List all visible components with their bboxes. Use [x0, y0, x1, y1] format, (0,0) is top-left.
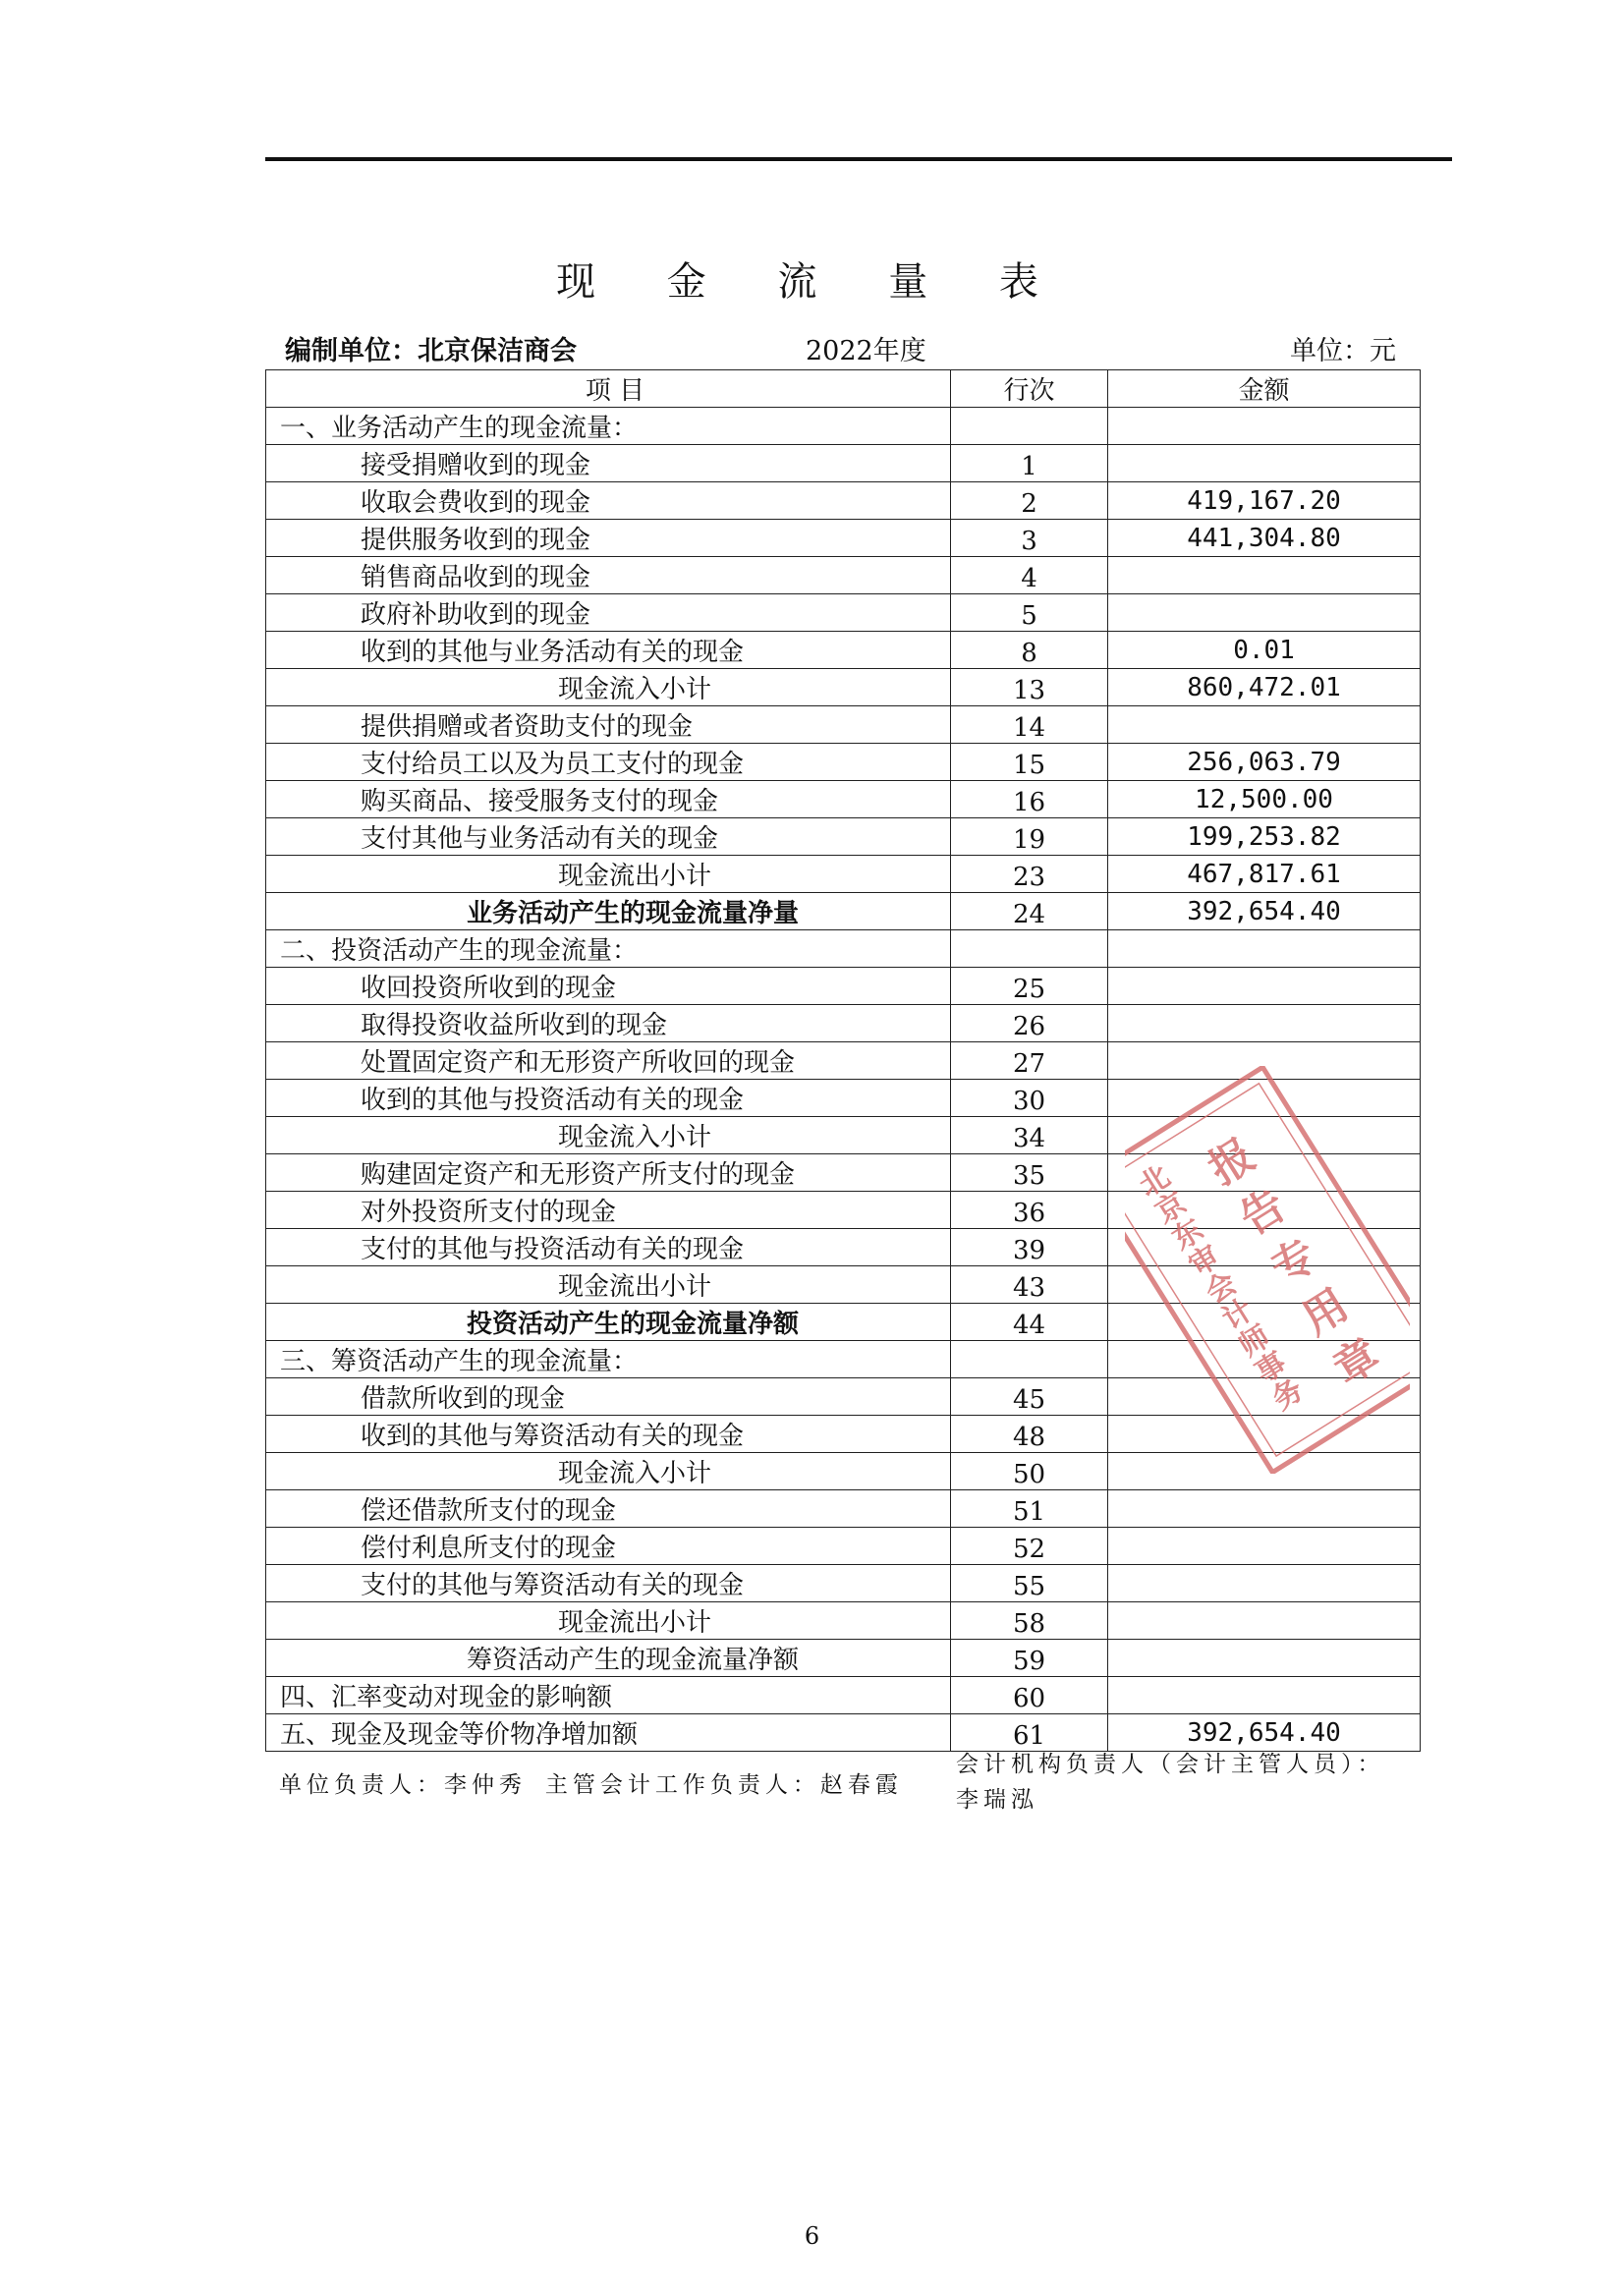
- table-row: [266, 1714, 1421, 1752]
- row-item: [266, 520, 951, 557]
- column-header-line: 行次: [951, 370, 1108, 408]
- row-item: [266, 1042, 951, 1080]
- row-item: [266, 781, 951, 818]
- row-item-label: 现金流入小计: [558, 1459, 712, 1488]
- row-line-number: 25: [951, 968, 1108, 1005]
- column-header-amount: 金额: [1108, 370, 1421, 408]
- row-item: [266, 482, 951, 520]
- row-item: [266, 1565, 951, 1602]
- row-item: [266, 1154, 951, 1192]
- row-amount: 860,472.01: [1108, 669, 1421, 706]
- row-line-number: [951, 408, 1108, 445]
- row-item: [266, 1341, 951, 1378]
- row-item: [266, 1528, 951, 1565]
- row-line-number: 35: [951, 1154, 1108, 1192]
- row-line-number: 24: [951, 893, 1108, 930]
- row-amount: [1108, 706, 1421, 744]
- row-line-number: 2: [951, 482, 1108, 520]
- row-amount: [1108, 408, 1421, 445]
- row-item: [266, 1378, 951, 1416]
- table-row: [266, 706, 1421, 744]
- row-item: [266, 856, 951, 893]
- table-row: [266, 930, 1421, 968]
- table-row: [266, 632, 1421, 669]
- row-line-number: 13: [951, 669, 1108, 706]
- svg-text:报: 报: [1200, 1129, 1263, 1196]
- row-amount: [1108, 1640, 1421, 1677]
- svg-text:务: 务: [1265, 1372, 1310, 1418]
- svg-text:计: 计: [1216, 1292, 1260, 1338]
- row-amount: 256,063.79: [1108, 744, 1421, 781]
- compiling-unit: 编制单位：北京保洁商会: [285, 336, 577, 366]
- row-amount: 419,167.20: [1108, 482, 1421, 520]
- row-item-label: 偿还借款所支付的现金: [361, 1496, 617, 1526]
- table-row: [266, 408, 1421, 445]
- row-item: [266, 1602, 951, 1640]
- row-item-label: 收到的其他与筹资活动有关的现金: [361, 1422, 745, 1451]
- row-line-number: 52: [951, 1528, 1108, 1565]
- row-item: [266, 1192, 951, 1229]
- svg-text:用: 用: [1294, 1279, 1358, 1346]
- row-item: [266, 1005, 951, 1042]
- row-item-label: 提供服务收到的现金: [361, 526, 591, 555]
- row-item-label: 收回投资所收到的现金: [361, 974, 617, 1003]
- row-line-number: 14: [951, 706, 1108, 744]
- page-title: 现 金 流 量 表: [556, 259, 1068, 305]
- svg-text:审: 审: [1183, 1239, 1227, 1284]
- row-item-label: 收到的其他与投资活动有关的现金: [361, 1086, 745, 1115]
- row-amount: [1108, 1490, 1421, 1528]
- row-amount: [1108, 445, 1421, 482]
- row-line-number: 59: [951, 1640, 1108, 1677]
- row-item-label: 支付的其他与投资活动有关的现金: [361, 1235, 745, 1264]
- table-row: [266, 1528, 1421, 1565]
- row-line-number: 15: [951, 744, 1108, 781]
- row-line-number: 3: [951, 520, 1108, 557]
- row-item: [266, 1490, 951, 1528]
- row-amount: [1108, 968, 1421, 1005]
- table-row: [266, 1677, 1421, 1714]
- row-amount: 199,253.82: [1108, 818, 1421, 856]
- row-item-label: 支付给员工以及为员工支付的现金: [361, 750, 745, 779]
- row-line-number: 58: [951, 1602, 1108, 1640]
- row-amount: 467,817.61: [1108, 856, 1421, 893]
- table-row: [266, 557, 1421, 594]
- row-item-label: 政府补助收到的现金: [361, 600, 591, 630]
- row-item-label: 支付的其他与筹资活动有关的现金: [361, 1571, 745, 1600]
- row-item-label: 筹资活动产生的现金流量净额: [467, 1646, 800, 1675]
- column-header-item: 项 目: [266, 370, 951, 408]
- row-line-number: 19: [951, 818, 1108, 856]
- row-line-number: 4: [951, 557, 1108, 594]
- row-line-number: 23: [951, 856, 1108, 893]
- footer-responsible-persons: 单位负责人：李仲秀 主管会计工作负责人：赵春霞: [279, 1772, 903, 1798]
- row-amount: [1108, 1528, 1421, 1565]
- table-row: [266, 818, 1421, 856]
- table-row: [266, 744, 1421, 781]
- row-item-label: 一、业务活动产生的现金流量：: [280, 414, 639, 443]
- row-item-label: 三、筹资活动产生的现金流量：: [280, 1347, 639, 1376]
- row-amount: 392,654.40: [1108, 893, 1421, 930]
- svg-text:告: 告: [1231, 1179, 1295, 1246]
- row-line-number: 39: [951, 1229, 1108, 1266]
- row-line-number: 50: [951, 1453, 1108, 1490]
- row-line-number: [951, 1341, 1108, 1378]
- row-item-label: 支付其他与业务活动有关的现金: [361, 824, 719, 854]
- row-item: [266, 968, 951, 1005]
- row-item-label: 现金流入小计: [558, 1123, 712, 1152]
- row-amount: [1108, 1677, 1421, 1714]
- svg-text:专: 专: [1262, 1229, 1326, 1296]
- row-item: [266, 594, 951, 632]
- row-item-label: 提供捐赠或者资助支付的现金: [361, 712, 694, 742]
- row-item-label: 二、投资活动产生的现金流量：: [280, 936, 639, 966]
- row-line-number: [951, 930, 1108, 968]
- row-amount: [1108, 1005, 1421, 1042]
- row-item: [266, 1677, 951, 1714]
- row-item: [266, 744, 951, 781]
- row-line-number: 27: [951, 1042, 1108, 1080]
- row-line-number: 8: [951, 632, 1108, 669]
- row-item-label: 偿付利息所支付的现金: [361, 1534, 617, 1563]
- svg-text:会: 会: [1200, 1265, 1244, 1312]
- row-item-label: 四、汇率变动对现金的影响额: [280, 1683, 613, 1712]
- row-line-number: 1: [951, 445, 1108, 482]
- footer-accounting-head-name: 李瑞泓: [956, 1787, 1038, 1813]
- row-line-number: 55: [951, 1565, 1108, 1602]
- table-row: [266, 1565, 1421, 1602]
- row-item-label: 取得投资收益所收到的现金: [361, 1011, 668, 1040]
- row-item-label: 现金流出小计: [558, 1608, 712, 1638]
- row-line-number: 60: [951, 1677, 1108, 1714]
- table-row: [266, 856, 1421, 893]
- page-number: 6: [804, 2222, 820, 2250]
- svg-text:师: 师: [1233, 1318, 1277, 1365]
- row-item: [266, 1266, 951, 1304]
- row-item: [266, 818, 951, 856]
- table-row: [266, 781, 1421, 818]
- row-amount: 0.01: [1108, 632, 1421, 669]
- report-year: 2022年度: [806, 336, 926, 366]
- row-line-number: 45: [951, 1378, 1108, 1416]
- row-line-number: 44: [951, 1304, 1108, 1341]
- row-line-number: 36: [951, 1192, 1108, 1229]
- row-line-number: 16: [951, 781, 1108, 818]
- row-item: [266, 632, 951, 669]
- row-item: [266, 408, 951, 445]
- table-row: [266, 968, 1421, 1005]
- row-item: [266, 1453, 951, 1490]
- row-item-label: 收取会费收到的现金: [361, 488, 591, 518]
- row-line-number: 43: [951, 1266, 1108, 1304]
- row-item-label: 销售商品收到的现金: [361, 563, 591, 592]
- row-item: [266, 1229, 951, 1266]
- row-amount: [1108, 1565, 1421, 1602]
- row-item: [266, 1640, 951, 1677]
- row-item-label: 接受捐赠收到的现金: [361, 451, 591, 480]
- row-amount: 12,500.00: [1108, 781, 1421, 818]
- row-item-label: 对外投资所支付的现金: [361, 1198, 617, 1227]
- svg-text:京: 京: [1149, 1186, 1194, 1231]
- svg-text:东: 东: [1166, 1212, 1210, 1258]
- row-item-label: 处置固定资产和无形资产所收回的现金: [361, 1048, 796, 1078]
- row-amount: [1108, 557, 1421, 594]
- row-amount: [1108, 594, 1421, 632]
- svg-text:章: 章: [1324, 1329, 1389, 1395]
- row-item: [266, 669, 951, 706]
- row-item-label: 业务活动产生的现金流量净量: [467, 899, 800, 928]
- table-row: [266, 520, 1421, 557]
- row-item: [266, 1714, 951, 1752]
- row-line-number: 26: [951, 1005, 1108, 1042]
- row-item-label: 现金流入小计: [558, 675, 712, 704]
- row-item: [266, 1080, 951, 1117]
- cash-flow-table: [265, 369, 1421, 1752]
- svg-text:事: 事: [1249, 1345, 1293, 1391]
- row-line-number: 34: [951, 1117, 1108, 1154]
- row-amount: 441,304.80: [1108, 520, 1421, 557]
- footer-accounting-head: [956, 1747, 1385, 1818]
- row-item-label: 五、现金及现金等价物净增加额: [280, 1720, 639, 1750]
- table-row: [266, 482, 1421, 520]
- svg-text:北: 北: [1133, 1158, 1177, 1204]
- table-row: [266, 1602, 1421, 1640]
- row-amount: [1108, 930, 1421, 968]
- row-line-number: 5: [951, 594, 1108, 632]
- table-row: [266, 1005, 1421, 1042]
- row-item: [266, 930, 951, 968]
- table-row: [266, 1640, 1421, 1677]
- row-line-number: 61: [951, 1714, 1108, 1752]
- row-line-number: 48: [951, 1416, 1108, 1453]
- table-row: [266, 893, 1421, 930]
- table-header-row: [266, 370, 1421, 408]
- row-item: [266, 557, 951, 594]
- row-item: [266, 1416, 951, 1453]
- row-item-label: 借款所收到的现金: [361, 1384, 566, 1414]
- row-item-label: 现金流出小计: [558, 1272, 712, 1302]
- row-amount: [1108, 1602, 1421, 1640]
- header-rule: [265, 157, 1452, 161]
- row-item: [266, 893, 951, 930]
- row-item-label: 购买商品、接受服务支付的现金: [361, 787, 719, 816]
- row-item-label: 购建固定资产和无形资产所支付的现金: [361, 1160, 796, 1190]
- row-item: [266, 706, 951, 744]
- row-item: [266, 1117, 951, 1154]
- table-row: [266, 445, 1421, 482]
- row-item-label: 现金流出小计: [558, 862, 712, 891]
- row-item-label: 收到的其他与业务活动有关的现金: [361, 638, 745, 667]
- row-line-number: 51: [951, 1490, 1108, 1528]
- footer-accounting-head-label: 会计机构负责人（会计主管人员）：: [956, 1752, 1385, 1777]
- table-row: [266, 669, 1421, 706]
- row-amount: 392,654.40: [1108, 1714, 1421, 1752]
- row-line-number: 30: [951, 1080, 1108, 1117]
- row-item: [266, 1304, 951, 1341]
- official-seal-stamp: [1125, 1066, 1410, 1474]
- table-row: [266, 594, 1421, 632]
- currency-unit: 单位：元: [1290, 336, 1396, 366]
- row-item: [266, 445, 951, 482]
- row-item-label: 投资活动产生的现金流量净额: [467, 1310, 800, 1339]
- table-row: [266, 1490, 1421, 1528]
